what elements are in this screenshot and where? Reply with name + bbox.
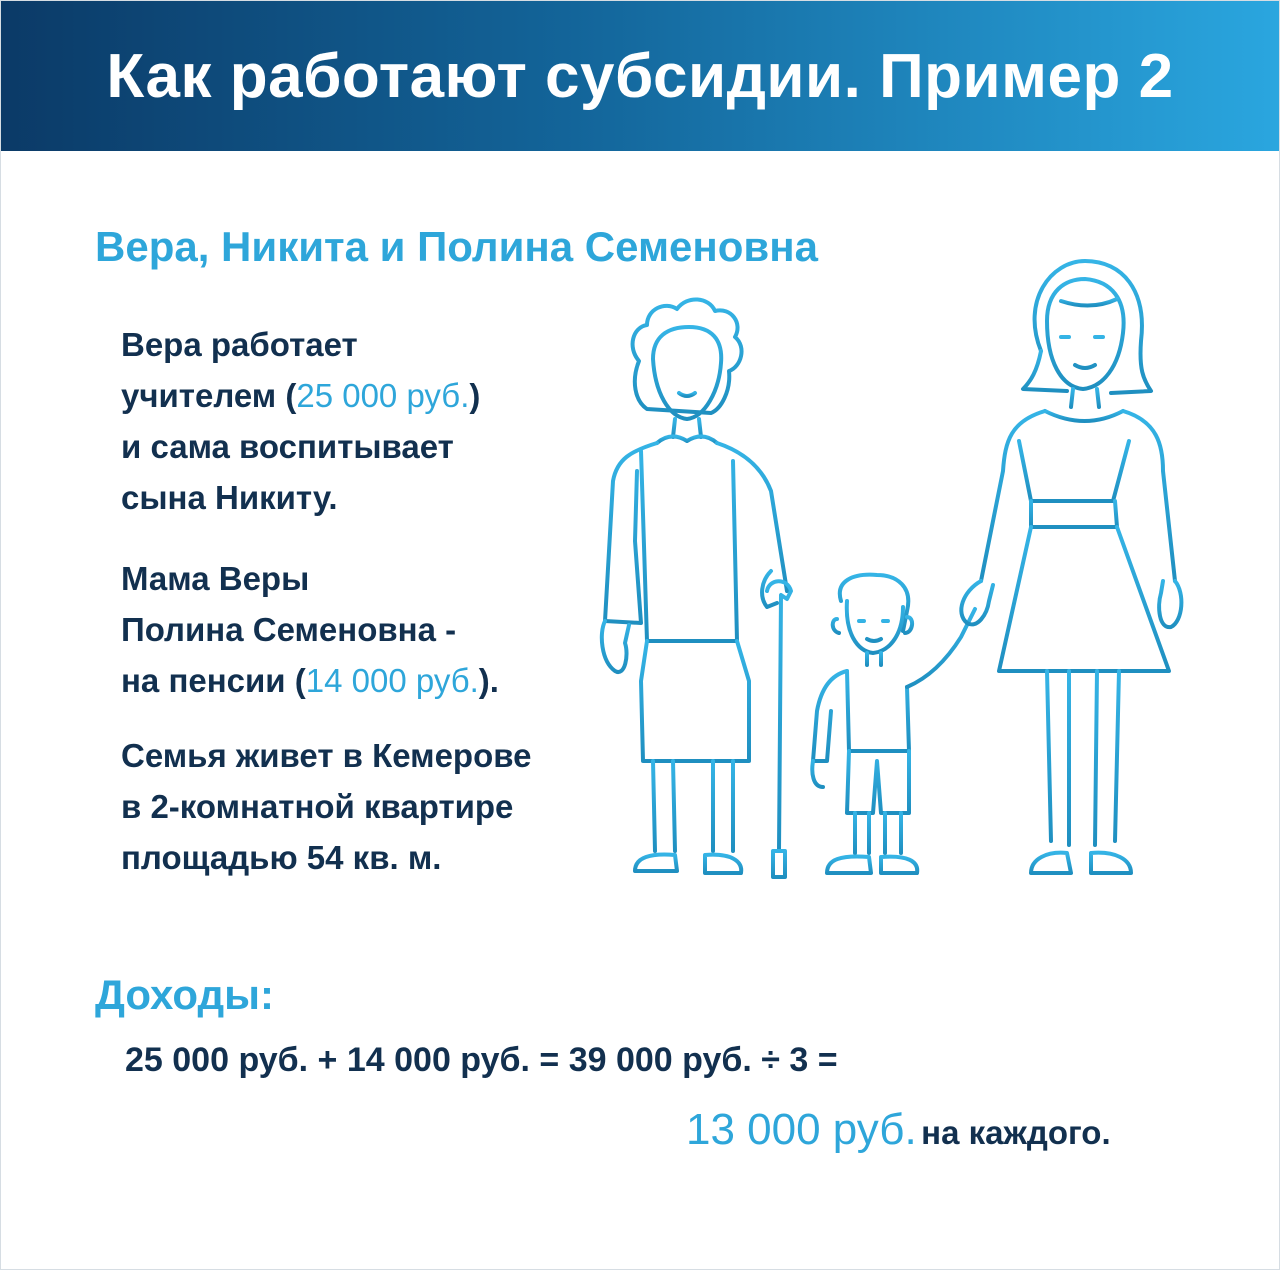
mother-figure (961, 261, 1181, 873)
paragraph-polina (121, 553, 499, 706)
paragraph-line: Полина Семеновна - (121, 611, 457, 648)
salary-amount: 25 000 руб. (296, 377, 470, 414)
paragraph-line: сына Никиту. (121, 479, 338, 516)
header-banner (1, 1, 1279, 151)
family-subtitle: Вера, Никита и Полина Семеновна (95, 223, 818, 270)
text-fragment: на пенсии ( (121, 662, 306, 699)
paragraph-line: Вера работает (121, 326, 358, 363)
family-illustration (591, 241, 1191, 891)
paragraph-line (121, 655, 499, 706)
paragraph-housing (121, 730, 531, 883)
paragraph-line: в 2-комнатной квартире (121, 788, 514, 825)
per-person-amount: 13 000 руб. (686, 1105, 917, 1154)
text-fragment: учителем ( (121, 377, 297, 414)
income-title: Доходы: (95, 971, 274, 1018)
paragraph-line: Мама Веры (121, 560, 310, 597)
paragraph-line (121, 370, 480, 421)
income-result (686, 1105, 1111, 1155)
income-formula: 25 000 руб. + 14 000 руб. = 39 000 руб. ÷ 3 = (125, 1041, 838, 1079)
per-person-label: на каждого. (921, 1114, 1111, 1151)
paragraph-vera (121, 319, 480, 523)
grandmother-figure (602, 299, 791, 877)
paragraph-line: Семья живет в Кемерове (121, 737, 532, 774)
child-figure (812, 575, 975, 873)
paragraph-line: площадью 54 кв. м. (121, 839, 442, 876)
pension-amount: 14 000 руб. (305, 662, 479, 699)
page-title: Как работают субсидии. Пример 2 (106, 41, 1174, 111)
text-fragment: ). (478, 662, 499, 699)
text-fragment: ) (469, 377, 481, 414)
paragraph-line: и сама воспитывает (121, 428, 454, 465)
